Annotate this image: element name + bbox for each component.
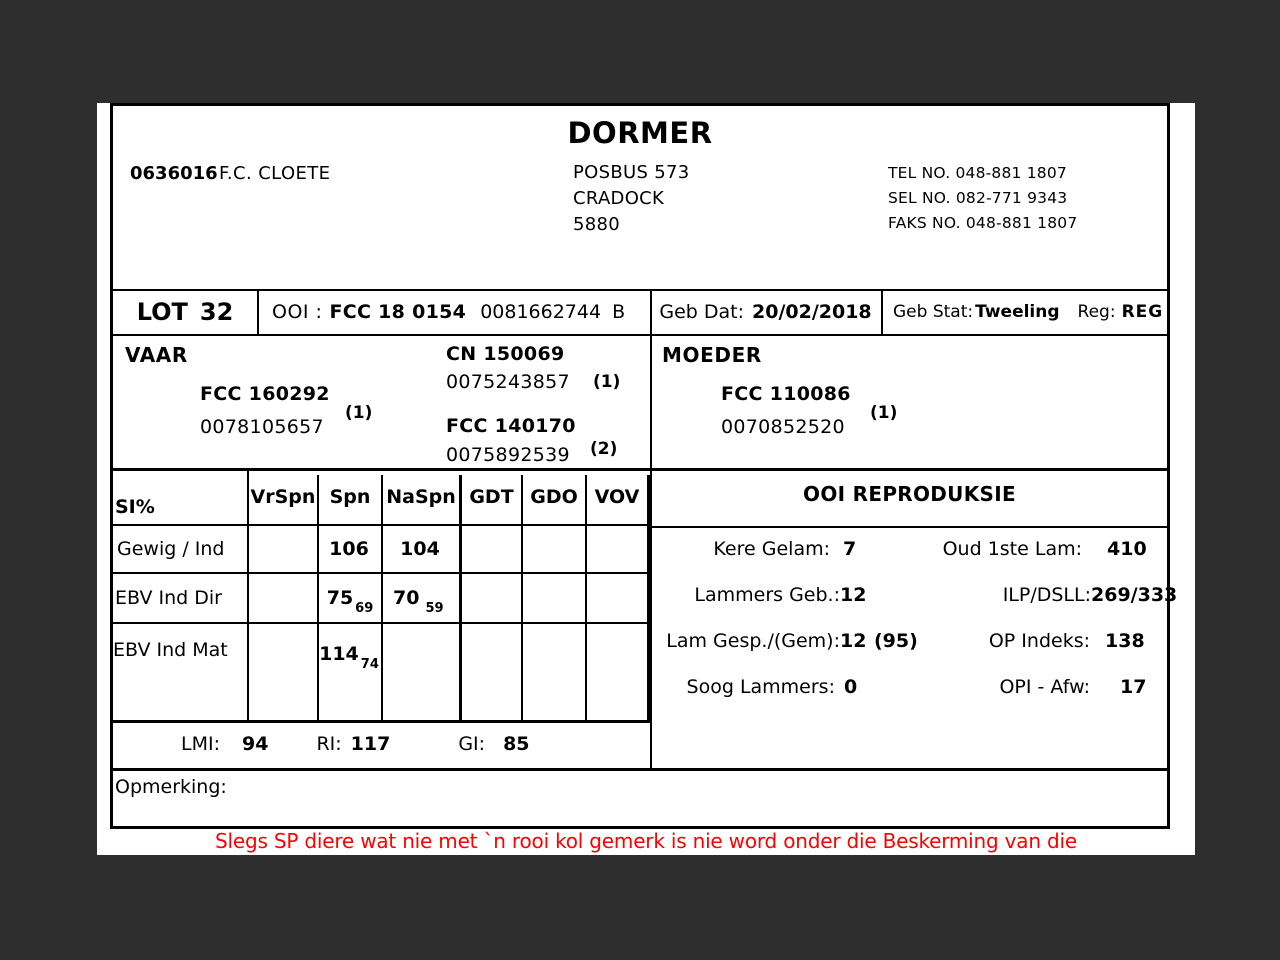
birth-status-label: Geb Stat:	[893, 301, 974, 322]
opi-afw-value: 17	[1120, 676, 1147, 698]
table-cell	[317, 630, 381, 678]
lammers-geb-label: Lammers Geb.:	[694, 584, 840, 606]
divider-table-repro	[650, 468, 652, 768]
column-header-naspn: NaSpn	[386, 486, 456, 508]
ooi-number: 0081662744	[480, 300, 602, 323]
column-header-vov: VOV	[594, 486, 640, 508]
ri-label: RI:	[316, 733, 342, 755]
table-cell	[249, 630, 317, 678]
dam-name: FCC 110086	[721, 383, 851, 405]
sire-name: FCC 160292	[200, 383, 330, 405]
lam-gesp-value: 12	[840, 630, 867, 652]
granddam-name: FCC 140170	[446, 415, 576, 437]
remark-block	[113, 768, 1167, 826]
row-label-ebv-ind-dir: EBV Ind Dir	[115, 587, 222, 609]
op-indeks-label: OP Indeks:	[988, 630, 1090, 652]
oud-1ste-lam-label: Oud 1ste Lam:	[942, 538, 1082, 560]
lot-row	[113, 289, 1167, 334]
header-block	[113, 106, 1167, 289]
owner-code: 0636016	[130, 163, 218, 184]
birth-status-value: Tweeling	[975, 301, 1060, 322]
table-cell	[249, 526, 317, 572]
address-line-3: 5880	[573, 214, 621, 235]
lot-label: LOT	[136, 297, 188, 326]
table-cell	[383, 574, 459, 622]
kere-gelam-value: 7	[843, 538, 857, 560]
table-cell	[587, 526, 647, 572]
lmi-label: LMI:	[181, 733, 220, 755]
address-line-2: CRADOCK	[573, 188, 665, 209]
registration-value: REG	[1121, 301, 1164, 322]
row-label-ebv-ind-mat: EBV Ind Mat	[113, 639, 228, 661]
grandsire-name: CN 150069	[446, 343, 565, 365]
sire-number: 0078105657	[200, 416, 324, 438]
repro-row-3	[652, 630, 1167, 676]
lam-gesp-gem: (95)	[874, 630, 918, 652]
fax-number: FAKS NO. 048-881 1807	[888, 214, 1078, 232]
ooi-suffix: B	[612, 300, 626, 323]
table-cell	[383, 630, 459, 678]
protection-notice: Slegs SP diere wat nie met `n rooi kol gemerk is nie word onder die Beskerming van die	[215, 829, 1077, 853]
ilp-dsll-value: 269/333	[1091, 584, 1178, 606]
table-cell	[462, 526, 521, 572]
kere-gelam-label: Kere Gelam:	[713, 538, 830, 560]
dam-title: MOEDER	[662, 343, 762, 367]
column-header-gdo: GDO	[530, 486, 578, 508]
table-cell	[319, 526, 381, 572]
divider-repro-title	[652, 526, 1167, 528]
table-cell	[523, 630, 585, 678]
ewe-reproduction-panel	[652, 470, 1178, 768]
lot-identifier	[113, 289, 257, 334]
gi-label: GI:	[458, 733, 486, 755]
soog-lammers-value: 0	[844, 676, 858, 698]
table-cell	[319, 574, 381, 622]
cell-value: 75	[326, 587, 354, 609]
pedigree-block	[113, 334, 1167, 468]
dam-paren: (1)	[870, 403, 898, 423]
sire-paren: (1)	[345, 403, 373, 423]
table-cell	[249, 574, 317, 622]
telephone-number: TEL NO. 048-881 1807	[888, 164, 1067, 182]
cell-value: 114	[319, 643, 359, 665]
gi-value: 85	[503, 733, 530, 755]
cellphone-number: SEL NO. 082-771 9343	[888, 189, 1068, 207]
ri-value: 117	[350, 733, 391, 755]
table-cell	[523, 574, 585, 622]
lammers-geb-value: 12	[840, 584, 867, 606]
si-index-table	[113, 470, 650, 720]
table-cell	[523, 526, 585, 572]
repro-row-2	[652, 584, 1178, 630]
table-cell	[587, 574, 647, 622]
cell-accuracy: 59	[425, 601, 444, 616]
ooi-label: OOI :	[272, 300, 323, 323]
repro-title: OOI REPRODUKSIE	[803, 482, 1016, 506]
grandsire-number: 0075243857	[446, 371, 570, 393]
opi-afw-label: OPI - Afw:	[999, 676, 1090, 698]
repro-row-4	[652, 676, 1167, 722]
remark-label: Opmerking:	[115, 776, 227, 798]
lmi-value: 94	[241, 733, 269, 755]
table-cell	[383, 526, 459, 572]
contact-details	[888, 161, 1077, 236]
ooi-identifier	[260, 289, 625, 334]
lot-number: 32	[199, 297, 234, 326]
address-line-1: POSBUS 573	[573, 162, 690, 183]
birth-date-field	[650, 289, 881, 334]
table-cell	[462, 630, 521, 678]
cell-value: 104	[400, 538, 440, 560]
granddam-number: 0075892539	[446, 444, 570, 466]
birth-date-value: 20/02/2018	[752, 300, 872, 323]
cell-accuracy: 69	[355, 601, 374, 616]
cell-accuracy: 74	[360, 657, 379, 672]
grandsire-paren: (1)	[593, 372, 621, 392]
birth-date-label: Geb Dat:	[659, 300, 744, 323]
registration-label: Reg:	[1077, 301, 1116, 322]
column-header-spn: Spn	[329, 486, 371, 508]
table-corner-label: SI%	[115, 496, 155, 518]
divider-sire-dam	[650, 334, 652, 468]
owner-name: F.C. CLOETE	[219, 163, 331, 184]
row-label-gewig-ind: Gewig / Ind	[117, 538, 225, 560]
lam-gesp-label: Lam Gesp./(Gem):	[666, 630, 840, 652]
postal-address	[573, 160, 689, 238]
cell-value: 70	[393, 587, 420, 609]
op-indeks-value: 138	[1105, 630, 1145, 652]
document-sheet	[97, 103, 1195, 855]
table-cell	[462, 574, 521, 622]
granddam-paren: (2)	[590, 439, 618, 459]
column-header-gdt: GDT	[469, 486, 514, 508]
soog-lammers-label: Soog Lammers:	[686, 676, 835, 698]
oud-1ste-lam-value: 410	[1107, 538, 1147, 560]
column-header-vrspn: VrSpn	[250, 486, 316, 508]
ooi-tag: FCC 18 0154	[329, 300, 467, 323]
brand-title: DORMER	[567, 116, 713, 150]
index-summary-row	[113, 720, 650, 768]
sire-title: VAAR	[125, 343, 188, 367]
pedigree-card	[110, 103, 1178, 829]
birth-status-field	[883, 289, 1167, 334]
dam-number: 0070852520	[721, 416, 845, 438]
cell-value: 106	[329, 538, 369, 560]
ilp-dsll-label: ILP/DSLL:	[1002, 584, 1091, 606]
repro-row-1	[652, 538, 1167, 584]
divider-lot-ooi	[257, 289, 259, 334]
